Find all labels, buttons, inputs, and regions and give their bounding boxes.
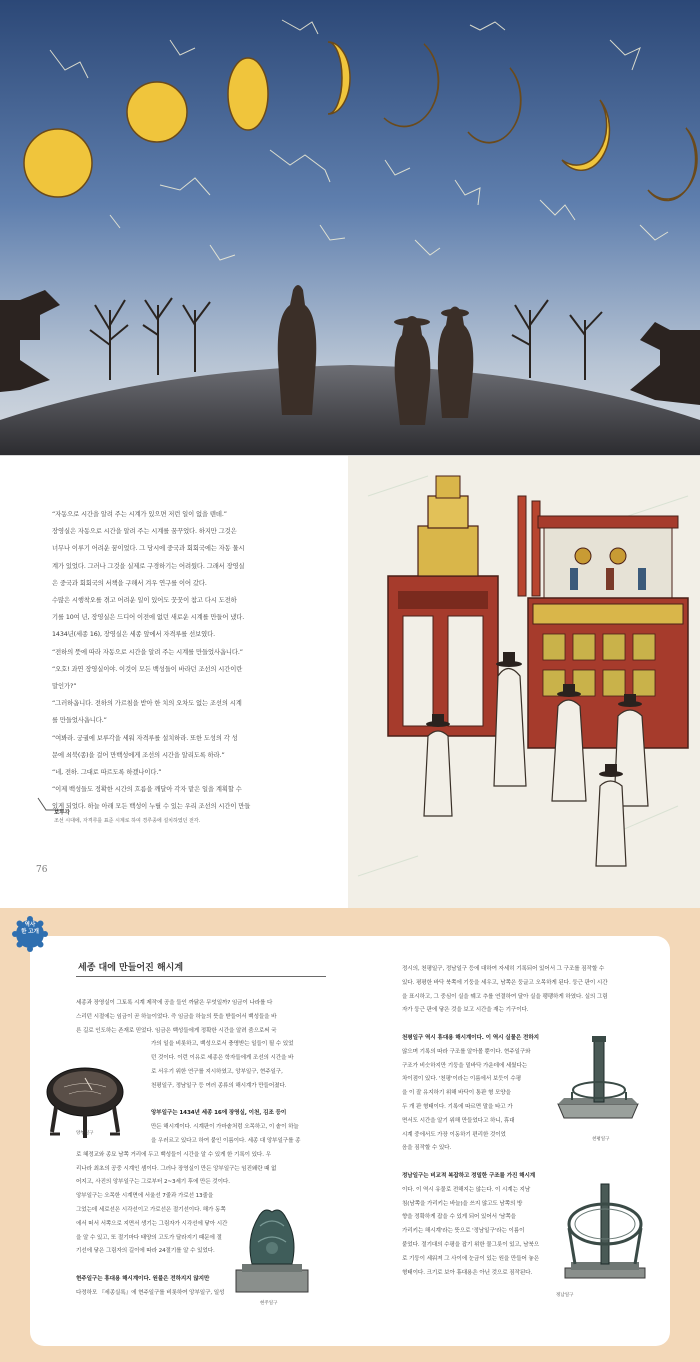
history-line: 어지고, 사진의 앙부일구는 그로부터 2~3세기 후에 만든 것이다. [76,1179,230,1186]
badge-line: 한 고개 [21,929,39,935]
story-line: 계가 있었다. 그러나 그것을 실제로 구경하기는 어려웠다. 그래서 장영실 [52,562,245,570]
angbu-caption: 앙부일구 [76,1131,94,1136]
history-line: 있다. 평평한 바닥 북쪽에 기둥을 세우고, 남쪽은 둥글고 오목하게 된다. 둥근 판이 시간 [402,979,608,986]
history-line: 로 혜정교와 종묘 남쪽 거리에 두고 백성들이 시간을 알 수 있게 한 기록이 있다. 우 [76,1151,271,1158]
badge-line: 역사 [24,922,36,928]
history-line: 로 서우기 위한 연구를 지시하였고, 앙부일구, 현주일구, [151,1068,283,1075]
jagyeongnu-illustration-page [348,456,700,909]
history-line: 에서 떠서 서쪽으로 지면서 생기는 그림자가 시각선에 닿아 시간 [76,1220,228,1227]
history-line: 면서도 시간을 알기 위해 만들었다고 하니, 휴대 [402,1117,515,1124]
page-number: 76 [36,865,48,875]
story-line: 수많은 시행착오를 겪고 어려운 일이 있어도 꿋꿋이 참고 다시 도전하 [52,597,237,605]
moon-phase-illustration [0,0,700,455]
history-title: 세종 대에 만들어진 해시계 [78,963,184,973]
history-line [402,1018,664,1032]
moon-gibbous-icon [228,58,268,130]
history-line: 이다. 이 역시 유물로 전해지는 않는다. 이 시계는 지남 [402,1186,531,1193]
history-line: 른 길로 인도하는 존재로 믿었다. 임금은 백성들에게 정확한 시간을 알려 줌으로써 국 [76,1027,277,1034]
history-line: 음을 짐작할 수 있다. [402,1145,452,1152]
history-line: 을 알 수 있고, 또 절기마다 태양의 고도가 달라지기 때문에 절 [76,1234,222,1241]
book-spread [0,455,700,908]
story-page [0,456,348,909]
history-line: 향을 정확하게 잡을 수 있게 되어 있어서 '남쪽을 [402,1214,516,1221]
cheonpyeong-caption: 천평일구 [592,1137,610,1142]
history-line: 붙었다. 절기대의 수평을 잡기 위한 물그릇이 있고, 남북으 [402,1241,540,1248]
story-line: 장영실은 자동으로 시간을 알려 주는 시계를 꿈꾸었다. 하지만 그것은 [52,528,237,536]
history-line: 가리키는 해시계'라는 뜻으로 '정남일구'라는 이름이 [402,1228,525,1235]
story-line: “여봐라. 궁궐에 보루각을 세워 자격루를 설치하라. 또한 도성의 각 성 [52,734,238,742]
water-clock-illustration [348,456,700,909]
history-line: 천평일구, 정남일구 등 여러 종류의 해시계가 만들어졌다. [151,1082,287,1089]
history-line: 그었는데 세로선은 시각선이고 가로선은 절기선이다. 해가 동쪽 [76,1206,226,1213]
story-line: “자동으로 시간을 알려 주는 시계가 있으면 저런 일이 없을 텐데.” [52,511,227,518]
story-line: 말인가?” [52,683,77,691]
jeongnam-sundial-image [555,1178,655,1288]
history-line: 세종과 장영실이 그토록 시계 제작에 공을 들인 까닭은 무엇일까? 임금이 나라를 다 [76,1000,273,1006]
history-line: 가의 일을 비롯하고, 백성으로서 충명받는 일들이 될 수 있었 [151,1041,294,1048]
history-line: 두 개 판 형태이다. 기록에 따르면 말을 타고 가 [402,1103,513,1110]
history-line: 시계 중에서도 가장 이동하기 편리한 것이었 [402,1131,506,1138]
story-line: 너무나 이루기 어려운 꿈이었다. 그 당시에 중국과 회회국에는 자동 물시 [52,545,245,553]
history-line: 을 표시하고, 그 중심이 실을 꿰고 추를 연결하여 달아 실을 팽팽하게 하였다. 실의 그림 [402,993,608,1000]
history-line: 않으며 기록의 따라 구조를 알아볼 뿐이다. 현주일구와 [402,1048,531,1055]
history-line: 기선에 닿은 그림자의 길이에 따라 24절기를 알 수 있었다. [76,1248,215,1255]
story-line: “네, 전하. 그대로 따르도록 하겠나이다.” [52,769,162,777]
history-line: 리나라 최초의 공중 시계인 셈이다. 그러나 장영실이 만든 앙부일구는 임진왜란 때 없 [76,1165,277,1172]
story-line: 1434년(세종 16), 장영실은 세종 앞에서 자격루를 선보였다. [52,631,216,639]
history-line: 차이점이 있다. '천평'이라는 이름에서 보듯이 수평 [402,1076,522,1083]
history-line: 다정하모 『세종실록』에 현주일구를 비롯하여 앙부일구, 일성 [76,1289,225,1296]
history-line: 정시의, 천평일구, 정남일구 등에 대하여 자세히 기록되어 있어서 그 구조를 짐작할 수 [402,966,605,972]
story-line: “오호! 과연 장영실이야. 이것이 모든 백성들이 바라던 조선의 시간이란 [52,665,243,673]
story-line: “이제 백성들도 정확한 시간의 흐름을 깨달아 각자 맡은 일을 계획할 수 [52,786,242,794]
history-badge-label [12,922,48,936]
story-line: 를 만들었사옵니다.” [52,717,107,725]
history-line [402,1156,664,1170]
history-line: 을 이 잘 유지하기 위해 바닥이 통판 형 모양을 [402,1090,511,1097]
history-line: 형태이다. 크기로 보아 휴대용은 아닌 것으로 짐작된다. [402,1269,533,1276]
jeongnam-caption: 정남일구 [556,1293,574,1298]
clock-pavilion [528,516,688,748]
history-line: 자가 둥근 판에 닿은 것을 보고 시간을 재는 기구이다. [402,1007,529,1014]
story-line: 있게 되었다. 하늘 아래 모든 백성이 누릴 수 있는 우리 조선의 시간이 만들 [52,803,251,811]
night-sky-scene [0,0,700,455]
history-line: 던 것이다. 이런 이유로 세종은 학자들에게 조선의 시간을 바 [151,1055,294,1062]
hyeonju-caption: 현주일구 [260,1301,278,1306]
story-line: 문에 쇠북(종)을 걸어 만백성에게 조선의 시간을 알리도록 하라.” [52,751,225,759]
footnote-description: 조선 시대에, 자격루를 표준 시계로 하여 경루종에 설치하였던 전각. [54,818,201,824]
history-line: 천평일구 역시 휴대용 해시계이다. 이 역시 실물은 전하지 [402,1034,539,1041]
cheonpyeong-sundial-image [552,1032,644,1132]
history-line: 앙부일구는 오목한 시계면에 서울선 7줄과 가로선 13줄을 [76,1193,214,1200]
history-line: 로 기둥이 세워져 그 사이에 눈금이 있는 원을 만들어 놓은 [402,1255,540,1262]
moon-full-icon [24,129,92,197]
hyeonju-sundial-image [232,1198,312,1298]
moon-full-icon [127,82,187,142]
history-line: 구조가 비슷하지만 기둥을 밑바닥 가운데에 세웠다는 [402,1062,528,1069]
story-line: “전하의 뜻에 따라 자동으로 시간을 알려 주는 시계를 만들었사옵니다.” [52,648,243,656]
history-line: 현주일구는 휴대용 해시계이다. 원불은 전하지지 않지만 [76,1275,210,1282]
history-line: 을 우러르고 있다고 하여 붙인 이름이다. 세종 대 앙부일구를 종 [151,1137,301,1144]
story-line: 기를 10여 년, 장영실은 드디어 이전에 없던 새로운 시계를 만들어 냈다. [52,614,245,622]
history-line: 앙부일구는 1434년 세종 16에 장영실, 이천, 김조 등이 [151,1110,287,1117]
history-line: 침(남쪽을 가리키는 바늘)을 쓰지 않고도 남쪽의 방 [402,1200,523,1207]
story-line: “그러하옵니다. 전하의 가르침을 받아 한 치의 오차도 없는 조선의 시계 [52,700,242,708]
history-line: 스리던 시절에는 임금이 곧 하늘이었다. 즉 임금을 하늘의 뜻을 받들어서 백성들을 바 [76,1013,277,1020]
history-line: 만든 해시계이다. 시계판이 가마솥처럼 오목하고, 이 솥이 하늘 [151,1124,299,1131]
history-line: 정남일구는 비교적 복잡하고 정밀한 구조를 가진 해시계 [402,1172,536,1179]
story-text [52,506,330,816]
story-line: 은 중국과 회회국의 서책을 구해서 겨우 연구를 이어 갔다. [52,579,207,587]
title-underline [76,976,326,977]
footnote-term: 보루각 [54,810,70,816]
